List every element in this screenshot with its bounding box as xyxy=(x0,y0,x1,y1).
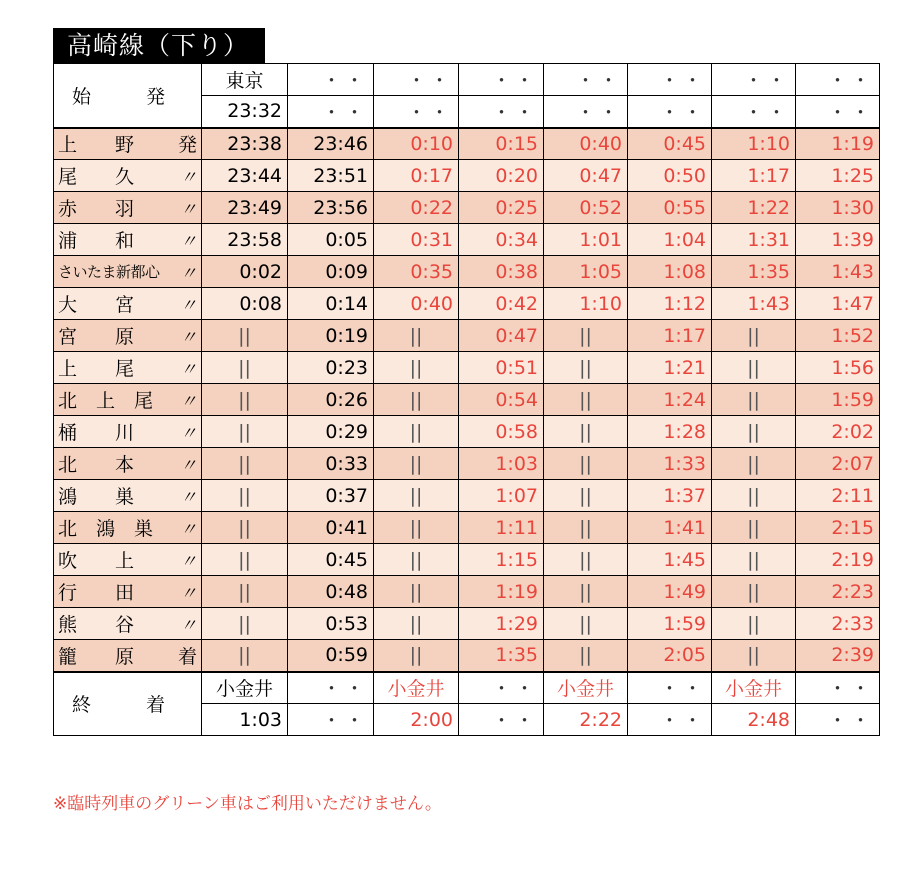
time-cell: 2:02 xyxy=(796,416,880,448)
origin-cell: ・・ xyxy=(288,96,374,128)
time-cell: 0:10 xyxy=(374,128,459,160)
station-row xyxy=(54,224,880,256)
destination-row-top xyxy=(54,672,880,704)
time-cell: 1:25 xyxy=(796,160,880,192)
time-cell: 23:44 xyxy=(202,160,288,192)
time-cell: 0:48 xyxy=(288,576,374,608)
time-cell: 1:47 xyxy=(796,288,880,320)
station-mark: 〃 xyxy=(180,232,197,252)
station-row xyxy=(54,544,880,576)
time-cell: 0:54 xyxy=(459,384,544,416)
time-cell: 1:12 xyxy=(628,288,712,320)
time-cell: || xyxy=(712,608,796,640)
time-cell: 1:15 xyxy=(459,544,544,576)
time-cell: 0:26 xyxy=(288,384,374,416)
time-cell: 1:37 xyxy=(628,480,712,512)
time-cell: 1:28 xyxy=(628,416,712,448)
origin-cell: ・・ xyxy=(628,64,712,96)
time-cell: 1:31 xyxy=(712,224,796,256)
time-cell: 1:01 xyxy=(544,224,628,256)
origin-cell: ・・ xyxy=(628,96,712,128)
origin-cell: 23:32 xyxy=(202,96,288,128)
time-cell: 1:04 xyxy=(628,224,712,256)
time-cell: || xyxy=(374,608,459,640)
station-cell xyxy=(54,544,202,576)
origin-cell: ・・ xyxy=(459,96,544,128)
time-cell: || xyxy=(202,352,288,384)
station-name: 北 本 xyxy=(58,454,135,476)
time-cell: 2:39 xyxy=(796,640,880,672)
time-cell: || xyxy=(202,448,288,480)
time-cell: || xyxy=(712,352,796,384)
destination-cell: 2:00 xyxy=(374,704,459,736)
time-cell: 0:14 xyxy=(288,288,374,320)
time-cell: 1:21 xyxy=(628,352,712,384)
time-cell: || xyxy=(374,352,459,384)
destination-cell: 小金井 xyxy=(712,672,796,704)
station-mark: 〃 xyxy=(180,296,197,316)
time-cell: 23:58 xyxy=(202,224,288,256)
time-cell: 1:43 xyxy=(796,256,880,288)
time-cell: || xyxy=(374,512,459,544)
time-cell: || xyxy=(712,512,796,544)
time-cell: 0:45 xyxy=(288,544,374,576)
time-cell: 1:05 xyxy=(544,256,628,288)
time-cell: 23:46 xyxy=(288,128,374,160)
time-cell: || xyxy=(712,576,796,608)
time-cell: 0:02 xyxy=(202,256,288,288)
time-cell: 1:17 xyxy=(628,320,712,352)
station-cell xyxy=(54,192,202,224)
station-mark: 〃 xyxy=(180,616,197,636)
time-cell: 1:59 xyxy=(796,384,880,416)
time-cell: || xyxy=(374,544,459,576)
station-row xyxy=(54,416,880,448)
destination-cell: 2:48 xyxy=(712,704,796,736)
station-name: 浦 和 xyxy=(58,230,135,252)
time-cell: 0:09 xyxy=(288,256,374,288)
time-cell: || xyxy=(544,352,628,384)
station-cell xyxy=(54,352,202,384)
destination-cell: 1:03 xyxy=(202,704,288,736)
time-cell: || xyxy=(202,544,288,576)
time-cell: 1:45 xyxy=(628,544,712,576)
time-cell: 1:43 xyxy=(712,288,796,320)
time-cell: 1:07 xyxy=(459,480,544,512)
station-name: 北 鴻 巣 xyxy=(58,518,154,540)
station-cell xyxy=(54,480,202,512)
time-cell: || xyxy=(544,384,628,416)
time-cell: || xyxy=(712,480,796,512)
destination-cell: 小金井 xyxy=(374,672,459,704)
origin-cell: ・・ xyxy=(796,64,880,96)
station-row xyxy=(54,288,880,320)
time-cell: || xyxy=(712,448,796,480)
station-row xyxy=(54,320,880,352)
station-name: 上 野 xyxy=(58,134,135,157)
destination-cell: ・・ xyxy=(628,704,712,736)
station-mark: 〃 xyxy=(180,360,197,380)
station-mark: 〃 xyxy=(180,456,197,476)
time-cell: || xyxy=(544,320,628,352)
station-mark: 着 xyxy=(177,645,197,668)
time-cell: 0:29 xyxy=(288,416,374,448)
time-cell: 0:17 xyxy=(374,160,459,192)
time-cell: 0:19 xyxy=(288,320,374,352)
station-row xyxy=(54,352,880,384)
origin-cell: ・・ xyxy=(374,96,459,128)
station-mark: 〃 xyxy=(180,488,197,508)
origin-section xyxy=(54,64,880,128)
time-cell: || xyxy=(712,320,796,352)
station-name: 尾 久 xyxy=(58,166,135,188)
station-cell xyxy=(54,128,202,160)
destination-label: 終 着 xyxy=(54,672,202,736)
station-row xyxy=(54,608,880,640)
time-cell: 2:19 xyxy=(796,544,880,576)
station-mark: 発 xyxy=(177,134,197,157)
time-cell: || xyxy=(374,640,459,672)
time-cell: 1:41 xyxy=(628,512,712,544)
destination-cell: ・・ xyxy=(288,704,374,736)
origin-cell: ・・ xyxy=(544,96,628,128)
time-cell: 0:15 xyxy=(459,128,544,160)
station-row xyxy=(54,384,880,416)
origin-cell: ・・ xyxy=(288,64,374,96)
station-name: 熊 谷 xyxy=(58,614,135,636)
time-cell: 0:23 xyxy=(288,352,374,384)
station-name: さいたま新都心 xyxy=(58,263,160,281)
station-name: 行 田 xyxy=(58,582,135,604)
time-cell: || xyxy=(544,480,628,512)
time-cell: || xyxy=(202,640,288,672)
time-cell: 0:25 xyxy=(459,192,544,224)
time-cell: || xyxy=(374,448,459,480)
time-cell: || xyxy=(712,544,796,576)
time-cell: 1:10 xyxy=(544,288,628,320)
time-cell: || xyxy=(544,576,628,608)
time-cell: 1:33 xyxy=(628,448,712,480)
station-cell xyxy=(54,160,202,192)
station-cell xyxy=(54,576,202,608)
destination-cell: 小金井 xyxy=(544,672,628,704)
station-name: 吹 上 xyxy=(58,550,135,572)
time-cell: 0:52 xyxy=(544,192,628,224)
time-cell: 0:45 xyxy=(628,128,712,160)
time-cell: 1:22 xyxy=(712,192,796,224)
time-cell: || xyxy=(202,480,288,512)
time-cell: || xyxy=(544,512,628,544)
destination-cell: ・・ xyxy=(796,704,880,736)
station-row xyxy=(54,512,880,544)
station-cell xyxy=(54,640,202,672)
time-cell: 23:51 xyxy=(288,160,374,192)
time-cell: 0:41 xyxy=(288,512,374,544)
time-cell: 0:50 xyxy=(628,160,712,192)
station-row xyxy=(54,160,880,192)
time-cell: 0:20 xyxy=(459,160,544,192)
destination-cell: ・・ xyxy=(459,704,544,736)
station-name: 上 尾 xyxy=(58,358,135,380)
temporary-train-note: ※臨時列車のグリーン車はご利用いただけません。 xyxy=(53,794,442,814)
time-cell: || xyxy=(202,512,288,544)
time-cell: 0:53 xyxy=(288,608,374,640)
time-cell: 1:29 xyxy=(459,608,544,640)
station-mark: 〃 xyxy=(180,200,197,220)
time-cell: 1:35 xyxy=(712,256,796,288)
station-name: 大 宮 xyxy=(58,294,135,316)
time-cell: || xyxy=(712,416,796,448)
station-cell xyxy=(54,224,202,256)
timetable-title: 高崎線（下り） xyxy=(53,28,265,63)
destination-cell: 2:22 xyxy=(544,704,628,736)
time-cell: 0:47 xyxy=(459,320,544,352)
station-cell xyxy=(54,608,202,640)
destination-cell: ・・ xyxy=(459,672,544,704)
time-cell: 1:24 xyxy=(628,384,712,416)
time-cell: 1:10 xyxy=(712,128,796,160)
origin-cell: 東京 xyxy=(202,64,288,96)
time-cell: 1:08 xyxy=(628,256,712,288)
origin-label: 始 発 xyxy=(54,64,202,128)
destination-section xyxy=(54,672,880,736)
origin-cell: ・・ xyxy=(796,96,880,128)
station-name: 赤 羽 xyxy=(58,198,135,220)
station-mark: 〃 xyxy=(180,264,197,284)
time-cell: || xyxy=(374,384,459,416)
time-cell: || xyxy=(712,640,796,672)
station-row xyxy=(54,448,880,480)
station-row xyxy=(54,576,880,608)
time-cell: 2:23 xyxy=(796,576,880,608)
time-cell: 0:58 xyxy=(459,416,544,448)
destination-cell: ・・ xyxy=(628,672,712,704)
time-cell: 1:11 xyxy=(459,512,544,544)
station-name: 北 上 尾 xyxy=(58,390,154,412)
destination-cell: 小金井 xyxy=(202,672,288,704)
station-mark: 〃 xyxy=(180,584,197,604)
time-cell: || xyxy=(544,416,628,448)
station-name: 桶 川 xyxy=(58,422,135,444)
station-mark: 〃 xyxy=(180,424,197,444)
station-cell xyxy=(54,448,202,480)
time-cell: 0:51 xyxy=(459,352,544,384)
station-row xyxy=(54,256,880,288)
origin-cell: ・・ xyxy=(374,64,459,96)
time-cell: 1:39 xyxy=(796,224,880,256)
time-cell: 0:47 xyxy=(544,160,628,192)
station-cell xyxy=(54,384,202,416)
time-cell: 2:07 xyxy=(796,448,880,480)
time-cell: 0:42 xyxy=(459,288,544,320)
time-cell: 0:59 xyxy=(288,640,374,672)
destination-cell: ・・ xyxy=(796,672,880,704)
time-cell: || xyxy=(202,384,288,416)
time-cell: 1:35 xyxy=(459,640,544,672)
time-cell: 0:31 xyxy=(374,224,459,256)
time-cell: 0:38 xyxy=(459,256,544,288)
time-cell: 1:03 xyxy=(459,448,544,480)
station-row xyxy=(54,640,880,672)
time-cell: || xyxy=(374,576,459,608)
time-cell: || xyxy=(374,480,459,512)
time-cell: || xyxy=(712,384,796,416)
origin-row-top xyxy=(54,64,880,96)
time-cell: || xyxy=(544,448,628,480)
time-cell: || xyxy=(374,416,459,448)
station-cell xyxy=(54,256,202,288)
time-cell: 1:59 xyxy=(628,608,712,640)
time-cell: 1:17 xyxy=(712,160,796,192)
time-cell: || xyxy=(202,416,288,448)
station-cell xyxy=(54,288,202,320)
time-cell: 1:19 xyxy=(459,576,544,608)
time-cell: 0:34 xyxy=(459,224,544,256)
time-cell: 23:38 xyxy=(202,128,288,160)
time-cell: 1:19 xyxy=(796,128,880,160)
time-cell: 0:55 xyxy=(628,192,712,224)
station-mark: 〃 xyxy=(180,168,197,188)
time-cell: 0:08 xyxy=(202,288,288,320)
origin-cell: ・・ xyxy=(712,96,796,128)
time-cell: || xyxy=(202,608,288,640)
time-cell: || xyxy=(374,320,459,352)
station-cell xyxy=(54,320,202,352)
time-cell: 1:52 xyxy=(796,320,880,352)
origin-cell: ・・ xyxy=(544,64,628,96)
station-cell xyxy=(54,512,202,544)
station-name: 籠 原 xyxy=(58,645,135,668)
time-cell: 1:49 xyxy=(628,576,712,608)
time-cell: 23:49 xyxy=(202,192,288,224)
station-mark: 〃 xyxy=(180,520,197,540)
time-cell: || xyxy=(202,576,288,608)
station-mark: 〃 xyxy=(180,328,197,348)
destination-cell: ・・ xyxy=(288,672,374,704)
time-cell: 0:05 xyxy=(288,224,374,256)
time-cell: || xyxy=(544,544,628,576)
station-mark: 〃 xyxy=(180,552,197,572)
timetable xyxy=(53,63,880,736)
time-cell: 2:15 xyxy=(796,512,880,544)
origin-cell: ・・ xyxy=(459,64,544,96)
station-name: 鴻 巣 xyxy=(58,486,135,508)
station-row xyxy=(54,192,880,224)
time-cell: || xyxy=(202,320,288,352)
time-cell: 2:11 xyxy=(796,480,880,512)
station-cell xyxy=(54,416,202,448)
time-cell: 1:56 xyxy=(796,352,880,384)
time-cell: 0:40 xyxy=(374,288,459,320)
time-cell: 0:22 xyxy=(374,192,459,224)
time-cell: 2:05 xyxy=(628,640,712,672)
station-name: 宮 原 xyxy=(58,326,135,348)
station-section xyxy=(54,128,880,672)
time-cell: 23:56 xyxy=(288,192,374,224)
time-cell: 0:40 xyxy=(544,128,628,160)
time-cell: 2:33 xyxy=(796,608,880,640)
time-cell: 1:30 xyxy=(796,192,880,224)
station-row xyxy=(54,480,880,512)
station-row xyxy=(54,128,880,160)
origin-cell: ・・ xyxy=(712,64,796,96)
time-cell: 0:33 xyxy=(288,448,374,480)
time-cell: 0:35 xyxy=(374,256,459,288)
time-cell: || xyxy=(544,608,628,640)
time-cell: || xyxy=(544,640,628,672)
station-mark: 〃 xyxy=(180,392,197,412)
time-cell: 0:37 xyxy=(288,480,374,512)
